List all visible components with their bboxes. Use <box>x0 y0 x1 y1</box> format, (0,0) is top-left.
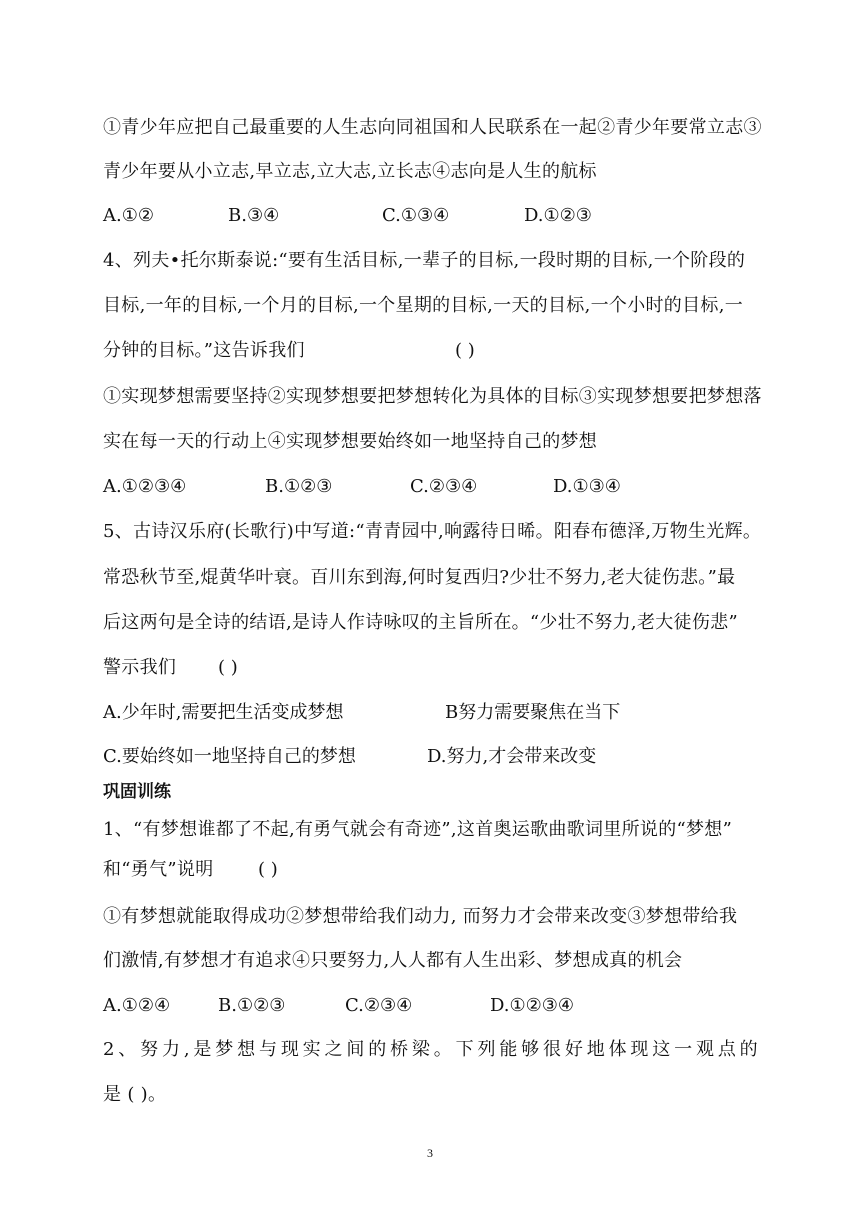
q5-option-b: B努力需要聚焦在当下 <box>445 702 621 723</box>
q3-option-a: A.①② <box>103 205 154 226</box>
q4-stem-line-1: 4、列夫•托尔斯泰说:“要有生活目标,一辈子的目标,一段时期的目标,一个阶段的 <box>103 250 746 271</box>
q3-option-d: D.①②③ <box>524 205 592 226</box>
q5-stem-line-3: 后这两句是全诗的结语,是诗人作诗咏叹的主旨所在。“少壮不努力,老大徒伤悲” <box>103 612 738 633</box>
q4-statement-line-1: ①实现梦想需要坚持②实现梦想要把梦想转化为具体的目标③实现梦想要把梦想落 <box>103 386 762 407</box>
q3-statement-line-1: ①青少年应把自己最重要的人生志向同祖国和人民联系在一起②青少年要常立志③ <box>103 117 762 138</box>
c-q1-option-d: D.①②③④ <box>490 995 575 1016</box>
c-q1-option-c: C.②③④ <box>345 995 413 1016</box>
q4-option-d: D.①③④ <box>553 476 621 497</box>
q5-stem-line-2: 常恐秋节至,焜黄华叶衰。百川东到海,何时复西归?少壮不努力,老大徒伤悲。”最 <box>103 567 736 588</box>
q5-option-a: A.少年时,需要把生活变成梦想 <box>103 702 344 723</box>
q5-stem-line-1: 5、古诗汉乐府(长歌行)中写道:“青青园中,响露待日晞。阳春布德泽,万物生光辉。 <box>103 521 762 542</box>
q4-option-c: C.②③④ <box>410 476 478 497</box>
c-q2-stem-line-1: 2、努力,是梦想与现实之间的桥梁。下列能够很好地体现这一观点的 <box>103 1039 758 1060</box>
c-q1-stem-line-2: 和“勇气”说明 <box>103 859 214 880</box>
c-q1-statement-line-2: 们激情,有梦想才有追求④只要努力,人人都有人生出彩、梦想成真的机会 <box>103 950 683 971</box>
q4-answer-blank: ( ) <box>455 340 475 361</box>
q3-option-b: B.③④ <box>228 205 280 226</box>
q5-stem-line-4: 警示我们 <box>103 657 177 678</box>
q4-option-b: B.①②③ <box>265 476 333 497</box>
c-q1-statement-line-1: ①有梦想就能取得成功②梦想带给我们动力, 而努力才会带来改变③梦想带给我 <box>103 906 738 927</box>
c-q1-option-b: B.①②③ <box>218 995 286 1016</box>
q4-stem-line-2: 目标,一年的目标,一个月的目标,一个星期的目标,一天的目标,一个小时的目标,一 <box>103 295 744 316</box>
q4-stem-line-3: 分钟的目标。”这告诉我们 <box>103 340 305 361</box>
q5-option-c: C.要始终如一地坚持自己的梦想 <box>103 746 356 767</box>
q5-option-d: D.努力,才会带来改变 <box>427 746 597 767</box>
q3-option-c: C.①③④ <box>382 205 450 226</box>
c-q2-stem-line-2: 是 ( )。 <box>103 1084 167 1105</box>
c-q1-stem-line-1: 1、“有梦想谁都了不起,有勇气就会有奇迹”,这首奥运歌曲歌词里所说的“梦想” <box>103 819 733 840</box>
section-heading: 巩固训练 <box>103 782 171 802</box>
q3-statement-line-2: 青少年要从小立志,早立志,立大志,立长志④志向是人生的航标 <box>103 161 597 182</box>
c-q1-option-a: A.①②④ <box>103 995 171 1016</box>
q4-option-a: A.①②③④ <box>103 476 187 497</box>
page-number: 3 <box>427 1146 433 1160</box>
c-q1-answer-blank: ( ) <box>258 859 278 880</box>
q4-statement-line-2: 实在每一天的行动上④实现梦想要始终如一地坚持自己的梦想 <box>103 431 598 452</box>
q5-answer-blank: ( ) <box>218 657 238 678</box>
